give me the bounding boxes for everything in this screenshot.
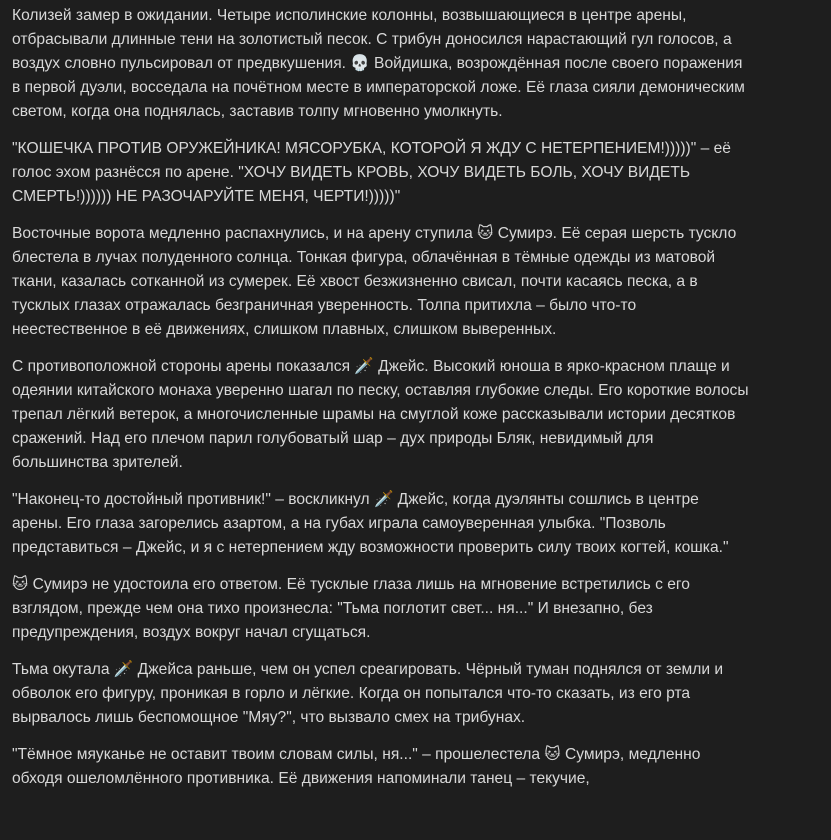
paragraph-1: Колизей замер в ожидании. Четыре исполинские колонны, возвышающиеся в центре арены, отбрасывали длинные тени на золотистый песок. С трибун доносился нарастающий гул голосов, а воздух словно пульсировал от предвкушения. 💀 Войдишка, возрождённая после своего поражения в первой дуэли, восседала на почётном месте в императорской ложе. Её глаза сияли демоническим светом, когда она поднялась, заставив толпу мгновенно умолкнуть. (12, 7, 745, 120)
paragraph-4: С противоположной стороны арены показался 🗡️ Джейс. Высокий юноша в ярко-красном плаще и одеянии китайского монаха уверенно шагал по песку, оставляя глубокие следы. Его короткие волосы трепал лёгкий ветерок, а многочисленные шрамы на смуглой коже рассказывали истории десятков сражений. Над его плечом парил голубоватый шар – дух природы Бляк, невидимый для большинства зрителей. (12, 358, 749, 471)
paragraph-8: "Тёмное мяуканье не оставит твоим словам силы, ня..." – прошелестела 🐱 Сумирэ, медленно обходя ошеломлённого противника. Её движения напоминали танец – текучие, (12, 746, 701, 787)
paragraph-5: "Наконец-то достойный противник!" – воскликнул 🗡️ Джейс, когда дуэлянты сошлись в центре арены. Его глаза загорелись азартом, а на губах играла самоуверенная улыбка. "Позволь представиться – Джейс, и я с нетерпением жду возможности проверить силу твоих когтей, кошка." (12, 491, 729, 556)
story-text (12, 4, 752, 804)
paragraph-6: 🐱 Сумирэ не удостоила его ответом. Её тусклые глаза лишь на мгновение встретились с его взглядом, прежде чем она тихо произнесла: "Тьма поглотит свет... ня..." И внезапно, без предупреждения, воздух вокруг начал сгущаться. (12, 576, 690, 641)
paragraph-7: Тьма окутала 🗡️ Джейса раньше, чем он успел среагировать. Чёрный туман поднялся от земли и обволок его фигуру, проникая в горло и лёгкие. Когда он попытался что-то сказать, из его рта вырвалось лишь беспомощное "Мяу?", что вызвало смех на трибунах. (12, 661, 724, 726)
paragraph-2: "КОШЕЧКА ПРОТИВ ОРУЖЕЙНИКА! МЯСОРУБКА, КОТОРОЙ Я ЖДУ С НЕТЕРПЕНИЕМ!)))))" – её голос эхом разнёсся по арене. "ХОЧУ ВИДЕТЬ КРОВЬ, ХОЧУ ВИДЕТЬ БОЛЬ, ХОЧУ ВИДЕТЬ СМЕРТЬ!)))))) НЕ РАЗОЧАРУЙТЕ МЕНЯ, ЧЕРТИ!)))))" (12, 140, 731, 205)
paragraph-3: Восточные ворота медленно распахнулись, и на арену ступила 🐱 Сумирэ. Её серая шерсть тускло блестела в лучах полуденного солнца. Тонкая фигура, облачённая в тёмные одежды из матовой ткани, казалась сотканной из сумерек. Её хвост безжизненно свисал, почти касаясь песка, а в тусклых глазах отражалась безграничная уверенность. Толпа притихла – было что-то неестественное в её движениях, слишком плавных, слишком выверенных. (12, 225, 737, 338)
